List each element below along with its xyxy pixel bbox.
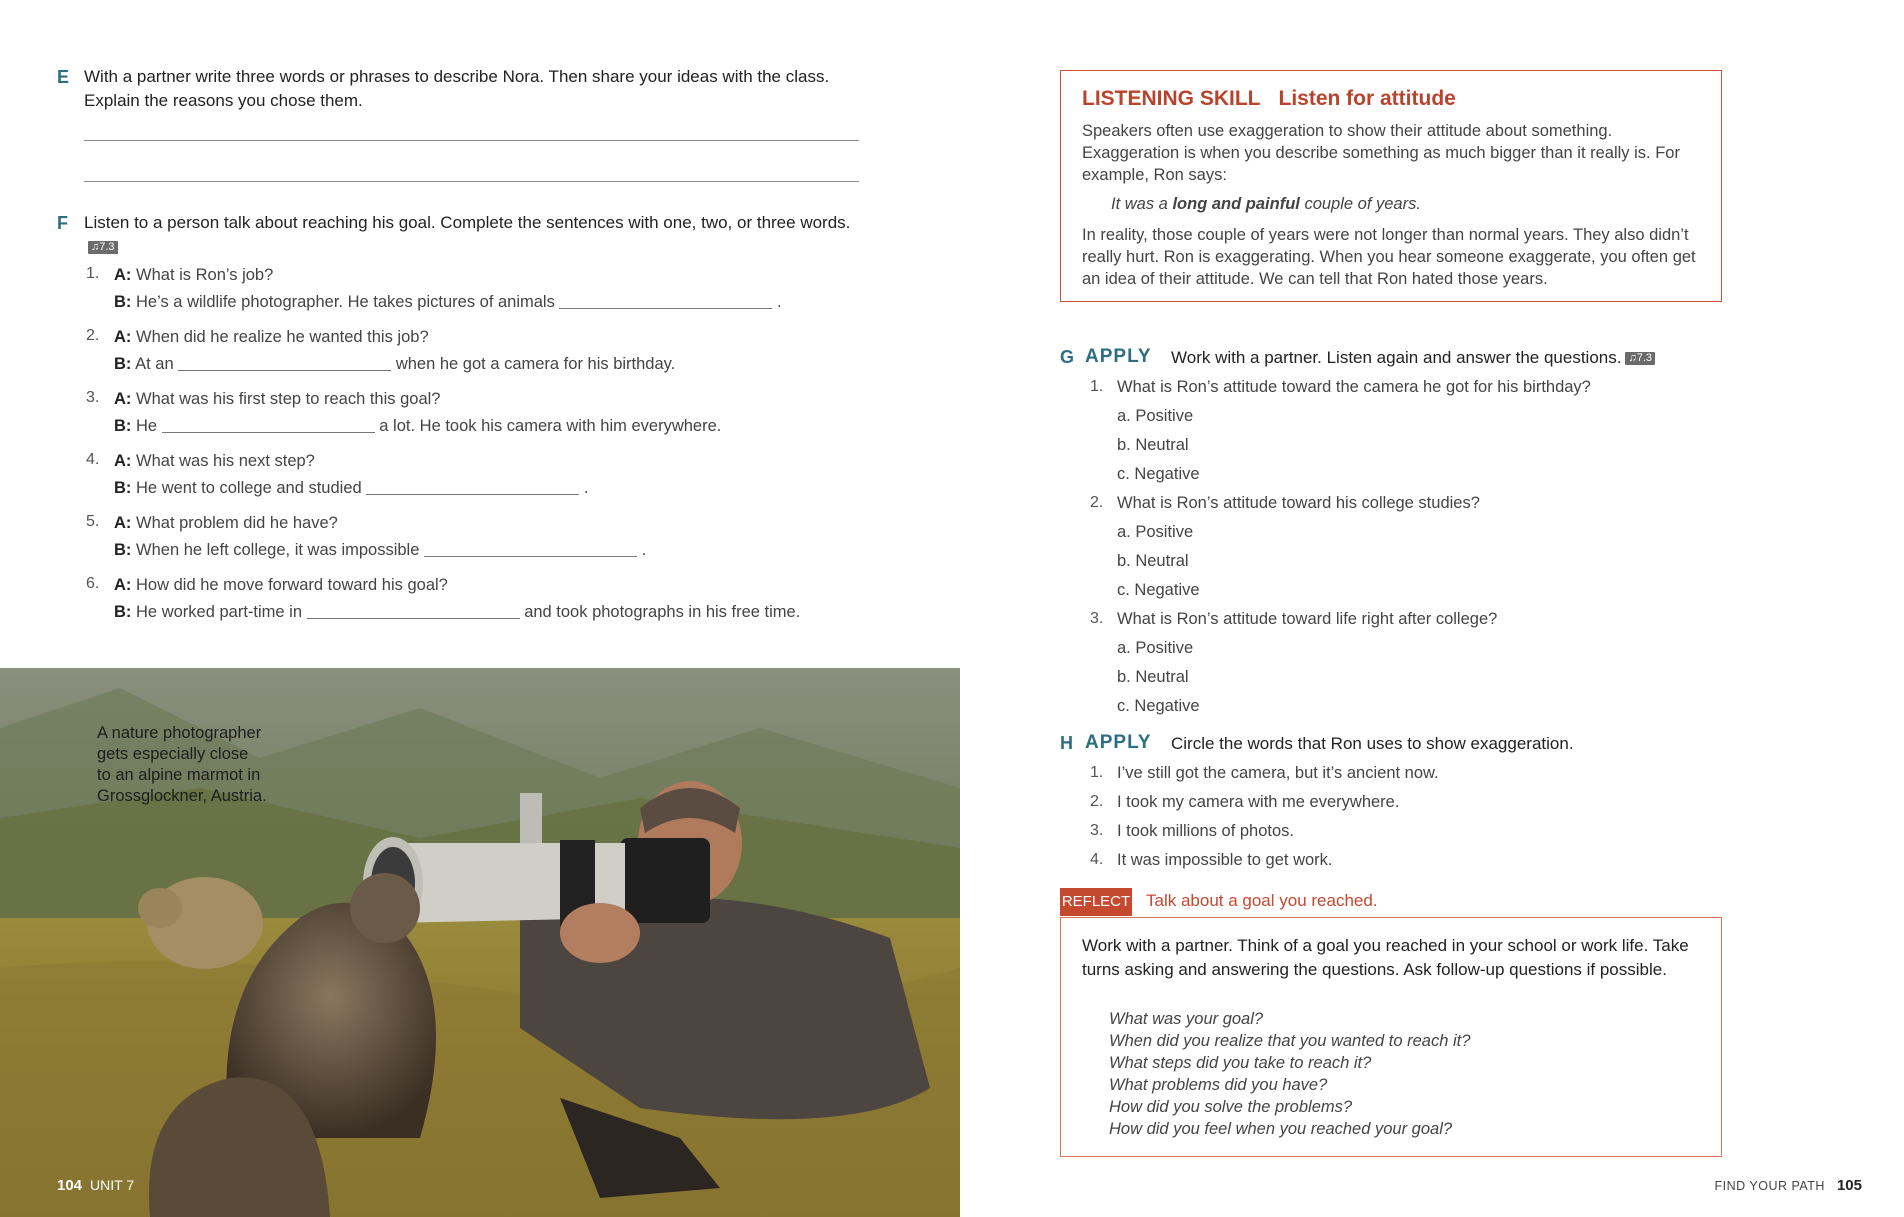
skill-paragraph-1: Speakers often use exaggeration to show their attitude about something. Exaggeration is when you describe something as much bigger than it really is. For example, Ron says:: [1082, 122, 1680, 184]
exercise-g-apply-label: APPLY: [1085, 346, 1152, 367]
h-item-number: 4.: [1090, 851, 1104, 868]
f-item-question: [114, 389, 440, 409]
g-question-number: 3.: [1090, 610, 1104, 627]
speaker-a-label: A:: [114, 576, 132, 594]
answer-suffix: .: [583, 479, 589, 497]
exercise-g-letter: G: [1060, 347, 1075, 367]
f-item-number: 5.: [86, 513, 100, 530]
reflect-instructions: Work with a partner. Think of a goal you reached in your school or work life. Take turns asking and answering the questions. Ask follow-up questions if possible.: [1082, 936, 1689, 979]
listening-skill-box: [1060, 70, 1722, 302]
g-question-number: 2.: [1090, 494, 1104, 511]
answer-blank[interactable]: [559, 294, 772, 309]
speaker-a-label: A:: [114, 328, 132, 346]
f-item-number: 4.: [86, 451, 100, 468]
answer-option[interactable]: a. Positive: [1117, 407, 1194, 425]
question-text: When did he realize he wanted this job?: [136, 328, 429, 346]
h-item-text[interactable]: It was impossible to get work.: [1117, 851, 1333, 869]
h-item-text[interactable]: I’ve still got the camera, but it’s ancient now.: [1117, 764, 1439, 782]
speaker-b-label: B:: [114, 479, 132, 497]
answer-suffix: .: [777, 293, 782, 311]
skill-paragraph-2: In reality, those couple of years were not longer than normal years. They also didn’t really hurt. Ron is exaggerating. When you hear someone exaggerate, you often get an idea of their attitude. We can tell that Ron hated those years.: [1082, 226, 1696, 288]
h-item-number: 1.: [1090, 764, 1104, 781]
question-text: What problem did he have?: [136, 514, 338, 532]
speaker-a-label: A:: [114, 514, 132, 532]
answer-prefix: He: [136, 417, 158, 435]
exercise-e-instructions: With a partner write three words or phrases to describe Nora. Then share your ideas with the class. Explain the reasons you chose them.: [84, 67, 830, 110]
f-item-question: [114, 575, 448, 595]
answer-line-2[interactable]: [84, 181, 859, 182]
answer-blank[interactable]: [178, 356, 391, 371]
h-item-text[interactable]: I took my camera with me everywhere.: [1117, 793, 1400, 811]
reflect-heading: Talk about a goal you reached.: [1146, 891, 1378, 910]
answer-blank[interactable]: [307, 604, 520, 619]
answer-option[interactable]: a. Positive: [1117, 523, 1194, 541]
left-page-footer: [57, 1177, 134, 1194]
answer-option[interactable]: b. Neutral: [1117, 552, 1189, 570]
g-question-text: What is Ron’s attitude toward the camera he got for his birthday?: [1117, 378, 1591, 396]
reflect-question: How did you feel when you reached your goal?: [1109, 1120, 1453, 1138]
f-item-question: [114, 513, 338, 533]
answer-option[interactable]: c. Negative: [1117, 465, 1200, 483]
audio-track-icon[interactable]: ♫7.3: [1625, 352, 1655, 365]
reflect-question: How did you solve the problems?: [1109, 1098, 1353, 1116]
f-item-number: 1.: [86, 265, 100, 282]
f-item-answer: [114, 478, 588, 498]
exercise-f-instructions: [84, 211, 874, 259]
left-page-number: 104: [57, 1177, 83, 1194]
question-text: What is Ron’s job?: [136, 266, 274, 284]
skill-example: [1111, 193, 1731, 215]
g-question-text: What is Ron’s attitude toward his college studies?: [1117, 494, 1480, 512]
reflect-question: What steps did you take to reach it?: [1109, 1054, 1372, 1072]
speaker-a-label: A:: [114, 452, 132, 470]
skill-example-post: couple of years.: [1299, 195, 1421, 213]
reflect-question: When did you realize that you wanted to reach it?: [1109, 1032, 1471, 1050]
f-item-number: 2.: [86, 327, 100, 344]
f-item-answer: [114, 292, 782, 312]
answer-option[interactable]: c. Negative: [1117, 581, 1200, 599]
answer-suffix: when he got a camera for his birthday.: [395, 355, 676, 373]
answer-blank[interactable]: [424, 542, 637, 557]
question-text: What was his first step to reach this goal?: [136, 390, 441, 408]
answer-suffix: and took photographs in his free time.: [524, 603, 801, 621]
f-item-question: [114, 265, 273, 285]
answer-blank[interactable]: [366, 480, 579, 495]
exercise-h-apply-label: APPLY: [1085, 732, 1152, 753]
photo-caption: A nature photographer gets especially close to an alpine marmot in Grossglockner, Austria.: [97, 724, 267, 805]
f-item-question: [114, 451, 315, 471]
skill-label: LISTENING SKILL: [1082, 87, 1261, 110]
audio-track-number: 7.3: [99, 241, 115, 253]
question-text: How did he move forward toward his goal?: [136, 576, 448, 594]
speaker-a-label: A:: [114, 390, 132, 408]
right-page-number: 105: [1836, 1177, 1862, 1194]
right-page-footer: [1714, 1177, 1862, 1194]
skill-title: Listen for attitude: [1278, 87, 1456, 110]
f-item-answer: [114, 602, 800, 622]
skill-example-bold: long and painful: [1172, 195, 1300, 213]
question-text: What was his next step?: [136, 452, 315, 470]
exercise-g-text: Work with a partner. Listen again and answer the questions.: [1171, 348, 1622, 367]
speaker-a-label: A:: [114, 266, 132, 284]
exercise-h-letter: H: [1060, 733, 1073, 753]
f-item-answer: [114, 354, 675, 374]
answer-option[interactable]: c. Negative: [1117, 697, 1200, 715]
answer-line-1[interactable]: [84, 140, 859, 141]
exercise-e-letter: E: [57, 67, 70, 87]
h-item-number: 3.: [1090, 822, 1104, 839]
skill-example-pre: It was a: [1111, 195, 1173, 213]
answer-option[interactable]: a. Positive: [1117, 639, 1194, 657]
speaker-b-label: B:: [114, 603, 132, 621]
speaker-b-label: B:: [114, 417, 132, 435]
reflect-question: What was your goal?: [1109, 1010, 1264, 1028]
exercise-h-instructions: Circle the words that Ron uses to show exaggeration.: [1171, 734, 1574, 753]
answer-suffix: .: [641, 541, 647, 559]
answer-suffix: a lot. He took his camera with him everywhere.: [379, 417, 722, 435]
left-unit-label: UNIT 7: [90, 1177, 135, 1193]
h-item-text[interactable]: I took millions of photos.: [1117, 822, 1295, 840]
g-question-text: What is Ron’s attitude toward life right after college?: [1117, 610, 1498, 628]
speaker-b-label: B:: [114, 355, 132, 373]
f-item-answer: [114, 416, 721, 436]
f-item-number: 3.: [86, 389, 100, 406]
exercise-f-letter: F: [57, 213, 68, 233]
right-unit-label: FIND YOUR PATH: [1714, 1179, 1825, 1193]
reflect-tag: REFLECT: [1060, 888, 1132, 916]
audio-track-icon[interactable]: ♫7.3: [88, 241, 118, 254]
speaker-b-label: B:: [114, 541, 132, 559]
exercise-f-text: Listen to a person talk about reaching his goal. Complete the sentences with one, two, or three words.: [84, 213, 851, 232]
audio-track-number: 7.3: [1636, 352, 1652, 364]
answer-blank[interactable]: [162, 418, 375, 433]
f-item-question: [114, 327, 429, 347]
reflect-question: What problems did you have?: [1109, 1076, 1328, 1094]
h-item-number: 2.: [1090, 793, 1104, 810]
f-item-number: 6.: [86, 575, 100, 592]
exercise-g-instructions: [1171, 348, 1655, 368]
answer-option[interactable]: b. Neutral: [1117, 668, 1189, 686]
answer-prefix: At an: [135, 355, 174, 373]
listening-skill-heading: [1082, 87, 1456, 111]
speaker-b-label: B:: [114, 293, 132, 311]
f-item-answer: [114, 540, 646, 560]
answer-prefix: When he left college, it was impossible: [136, 541, 420, 559]
answer-prefix: He’s a wildlife photographer. He takes pictures of animals: [136, 293, 555, 311]
g-question-number: 1.: [1090, 378, 1104, 395]
answer-option[interactable]: b. Neutral: [1117, 436, 1189, 454]
answer-prefix: He worked part-time in: [136, 603, 302, 621]
answer-prefix: He went to college and studied: [136, 479, 362, 497]
